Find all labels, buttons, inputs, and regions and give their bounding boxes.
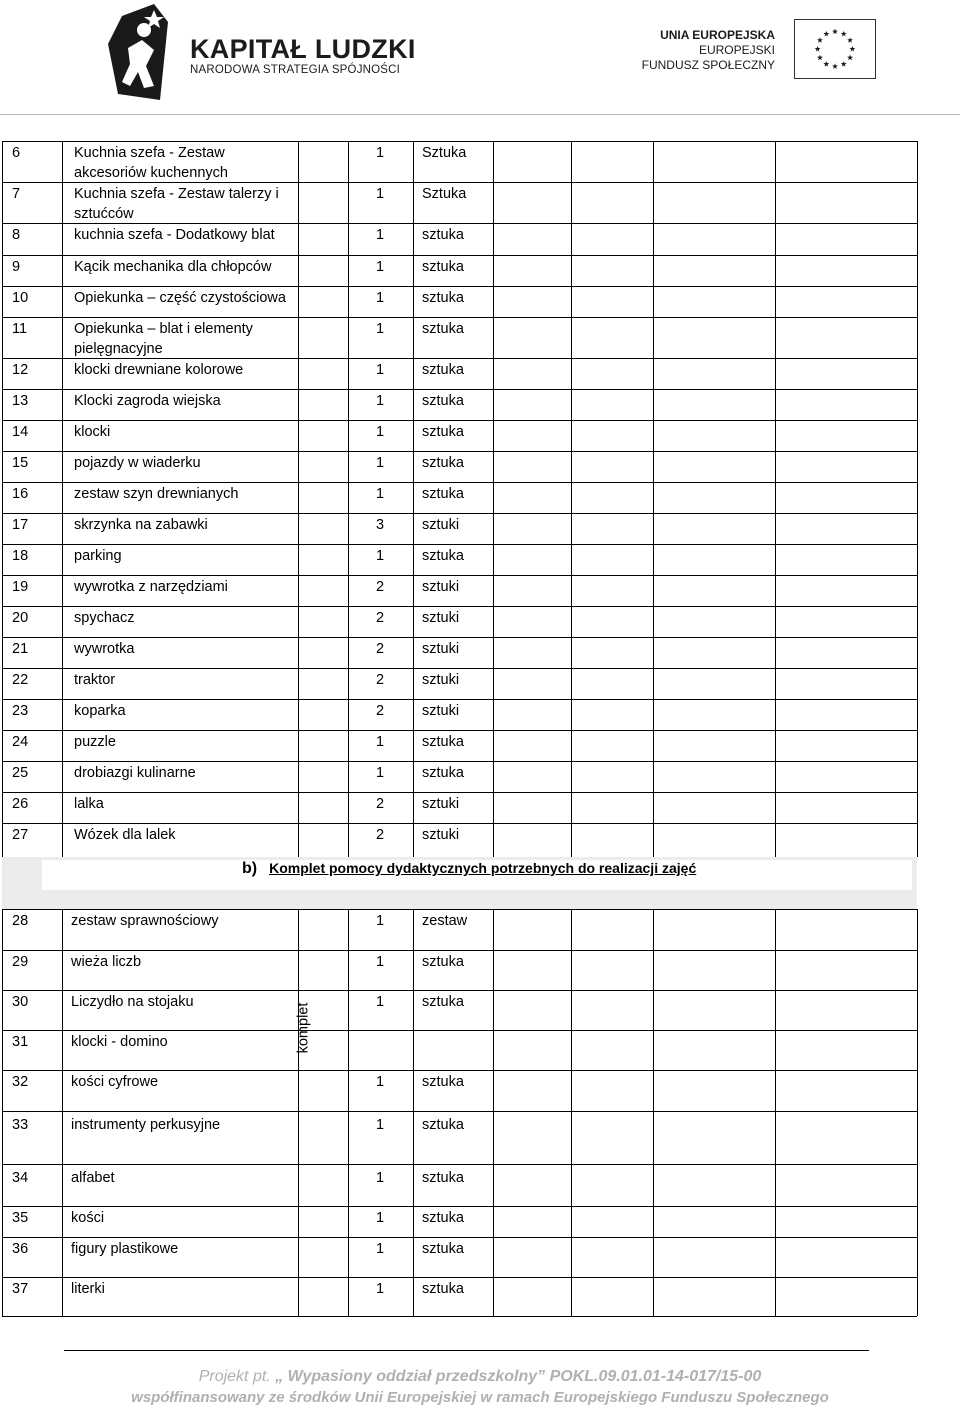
item-unit: sztuka [422, 259, 464, 275]
item-quantity: 2 [376, 672, 385, 688]
item-name: zestaw szyn drewnianych [74, 486, 239, 502]
item-name: drobiazgi kulinarne [74, 765, 196, 781]
item-name: skrzynka na zabawki [74, 517, 208, 533]
item-quantity: 1 [376, 1210, 385, 1226]
row-number: 13 [12, 393, 29, 409]
row-divider [2, 606, 917, 607]
item-unit: sztuki [422, 641, 460, 657]
row-number: 12 [12, 362, 29, 378]
row-divider [2, 482, 917, 483]
row-divider [2, 420, 917, 421]
row-divider [2, 730, 917, 731]
item-quantity: 2 [376, 641, 385, 657]
row-divider [2, 389, 917, 390]
row-divider [2, 451, 917, 452]
row-number: 33 [12, 1117, 29, 1133]
row-divider [2, 575, 917, 576]
item-unit: sztuka [422, 1281, 464, 1297]
item-unit: Sztuka [422, 186, 467, 202]
column-divider [62, 141, 63, 857]
item-name: pojazdy w wiaderku [74, 455, 201, 471]
item-name: Kącik mechanika dla chłopców [74, 259, 272, 275]
footer-divider [64, 1350, 869, 1351]
item-unit: sztuka [422, 734, 464, 750]
item-quantity: 1 [376, 424, 385, 440]
row-divider [2, 141, 917, 142]
row-number: 24 [12, 734, 29, 750]
item-quantity: 1 [376, 994, 385, 1010]
item-name: Wózek dla lalek [74, 827, 176, 843]
item-unit: sztuka [422, 362, 464, 378]
item-quantity: 1 [376, 1117, 385, 1133]
row-divider [2, 1070, 917, 1071]
column-divider [298, 141, 299, 857]
item-name: Kuchnia szefa - Zestaw talerzy i [74, 186, 279, 202]
footer-project-prefix: Projekt pt. [198, 1368, 276, 1385]
column-divider [348, 141, 349, 857]
kapital-ludzki-title: KAPITAŁ LUDZKI [190, 34, 416, 64]
item-name: klocki drewniane kolorowe [74, 362, 244, 378]
row-number: 14 [12, 424, 29, 440]
eu-line-2: EUROPEJSKI [698, 43, 775, 57]
item-quantity: 1 [376, 259, 385, 275]
row-divider [2, 286, 917, 287]
row-number: 19 [12, 579, 29, 595]
item-unit: sztuki [422, 517, 460, 533]
item-quantity: 1 [376, 486, 385, 502]
column-divider [348, 909, 349, 1316]
item-quantity: 1 [376, 548, 385, 564]
komplet-vertical-label [296, 992, 340, 1072]
row-divider [2, 699, 917, 700]
item-unit: sztuka [422, 954, 464, 970]
table-b-bottom-border [2, 1316, 917, 1317]
column-divider [571, 909, 572, 1316]
section-b-label: b) [242, 860, 258, 877]
item-unit: sztuka [422, 765, 464, 781]
item-quantity: 2 [376, 796, 385, 812]
item-quantity: 1 [376, 290, 385, 306]
row-divider [2, 513, 917, 514]
item-quantity: 2 [376, 579, 385, 595]
item-name: spychacz [74, 610, 135, 626]
row-number: 10 [12, 290, 29, 306]
item-quantity: 1 [376, 362, 385, 378]
item-quantity: 1 [376, 1074, 385, 1090]
item-unit: sztuka [422, 1117, 464, 1133]
item-name: pielęgnacyjne [74, 341, 163, 357]
row-divider [2, 668, 917, 669]
row-divider [2, 792, 917, 793]
item-name: lalka [74, 796, 104, 812]
row-divider [2, 1206, 917, 1207]
item-name: wywrotka [74, 641, 135, 657]
item-unit: sztuki [422, 703, 460, 719]
column-divider [2, 909, 3, 1316]
item-unit: sztuka [422, 1170, 464, 1186]
item-name: figury plastikowe [71, 1241, 179, 1257]
row-number: 28 [12, 913, 29, 929]
item-name: wieża liczb [71, 954, 142, 970]
row-number: 17 [12, 517, 29, 533]
column-divider [413, 909, 414, 1316]
item-quantity: 1 [376, 1281, 385, 1297]
item-unit: zestaw [422, 913, 468, 929]
row-number: 7 [12, 186, 21, 202]
row-divider [2, 1030, 917, 1031]
row-divider [2, 544, 917, 545]
item-name: traktor [74, 672, 116, 688]
item-quantity: 1 [376, 145, 385, 161]
item-name: kuchnia szefa - Dodatkowy blat [74, 227, 275, 243]
item-quantity: 2 [376, 827, 385, 843]
item-quantity: 1 [376, 227, 385, 243]
column-divider [493, 909, 494, 1316]
item-quantity: 3 [376, 517, 385, 533]
row-number: 30 [12, 994, 29, 1010]
column-divider [2, 141, 3, 857]
item-unit: sztuka [422, 1074, 464, 1090]
row-number: 34 [12, 1170, 29, 1186]
row-number: 23 [12, 703, 29, 719]
item-name: Opiekunka – blat i elementy [74, 321, 253, 337]
section-b-title: Komplet pomocy dydaktycznych potrzebnych do realizacji zajęć [269, 860, 697, 876]
row-number: 15 [12, 455, 29, 471]
row-number: 27 [12, 827, 29, 843]
item-unit: sztuka [422, 455, 464, 471]
row-number: 25 [12, 765, 29, 781]
item-name: instrumenty perkusyjne [71, 1117, 221, 1133]
eu-line-3: FUNDUSZ SPOŁECZNY [641, 58, 775, 72]
item-unit: sztuka [422, 994, 464, 1010]
item-unit: sztuki [422, 827, 460, 843]
item-quantity: 1 [376, 1170, 385, 1186]
row-number: 22 [12, 672, 29, 688]
item-name: Klocki zagroda wiejska [74, 393, 221, 409]
row-number: 8 [12, 227, 21, 243]
row-divider [2, 317, 917, 318]
footer-funding-line: współfinansowany ze środków Unii Europejskiej w ramach Europejskiego Funduszu Społecznego [131, 1389, 829, 1406]
row-number: 35 [12, 1210, 29, 1226]
row-divider [2, 358, 917, 359]
item-unit: sztuka [422, 1241, 464, 1257]
item-name: kości cyfrowe [71, 1074, 159, 1090]
row-divider [2, 182, 917, 183]
row-divider [2, 255, 917, 256]
row-divider [2, 1277, 917, 1278]
row-divider [2, 223, 917, 224]
row-divider [2, 1111, 917, 1112]
row-number: 36 [12, 1241, 29, 1257]
column-divider [298, 909, 299, 1316]
row-number: 11 [12, 321, 28, 337]
item-unit: sztuki [422, 610, 460, 626]
item-unit: sztuka [422, 424, 464, 440]
row-divider [2, 1237, 917, 1238]
item-quantity: 1 [376, 765, 385, 781]
row-divider [2, 990, 917, 991]
section-b-heading [242, 860, 696, 878]
row-divider [2, 1164, 917, 1165]
item-quantity: 1 [376, 734, 385, 750]
row-divider [2, 909, 917, 910]
column-divider [62, 909, 63, 1316]
item-name: kości [71, 1210, 105, 1226]
item-name: literki [71, 1281, 105, 1297]
item-quantity: 1 [376, 954, 385, 970]
column-divider [571, 141, 572, 857]
footer-project-title: „ Wypasiony oddział przedszkolny” POKL.09.01.01-14-017/15-00 [275, 1368, 762, 1385]
row-number: 9 [12, 259, 21, 275]
item-name: klocki - domino [71, 1034, 168, 1050]
komplet-label-text: komplet [295, 1002, 312, 1054]
row-number: 37 [12, 1281, 29, 1297]
item-name: zestaw sprawnościowy [71, 913, 219, 929]
item-quantity: 2 [376, 703, 385, 719]
item-quantity: 1 [376, 321, 385, 337]
item-unit: sztuka [422, 1210, 464, 1226]
item-unit: sztuki [422, 579, 460, 595]
column-divider [653, 909, 654, 1316]
row-number: 16 [12, 486, 29, 502]
item-quantity: 1 [376, 455, 385, 471]
item-name: Opiekunka – część czystościowa [74, 290, 286, 306]
item-name: parking [74, 548, 122, 564]
item-unit: sztuka [422, 290, 464, 306]
row-divider [2, 950, 917, 951]
item-unit: sztuki [422, 672, 460, 688]
row-number: 26 [12, 796, 29, 812]
item-unit: sztuka [422, 321, 464, 337]
column-divider [775, 141, 776, 857]
item-unit: sztuka [422, 486, 464, 502]
item-name: klocki [74, 424, 111, 440]
column-divider [917, 909, 918, 1316]
column-divider [917, 141, 918, 857]
row-number: 6 [12, 145, 21, 161]
item-quantity: 1 [376, 1241, 385, 1257]
item-name: koparka [74, 703, 126, 719]
item-name: Kuchnia szefa - Zestaw [74, 145, 225, 161]
eu-line-1: UNIA EUROPEJSKA [660, 28, 775, 42]
column-divider [493, 141, 494, 857]
item-name: alfabet [71, 1170, 115, 1186]
row-number: 20 [12, 610, 29, 626]
row-divider [2, 637, 917, 638]
column-divider [653, 141, 654, 857]
kapital-ludzki-subtitle: NARODOWA STRATEGIA SPÓJNOŚCI [190, 64, 401, 76]
item-quantity: 2 [376, 610, 385, 626]
item-unit: sztuka [422, 227, 464, 243]
item-name: wywrotka z narzędziami [74, 579, 228, 595]
row-divider [2, 823, 917, 824]
item-quantity: 1 [376, 913, 385, 929]
item-unit: Sztuka [422, 145, 467, 161]
row-number: 18 [12, 548, 29, 564]
item-name: sztućców [74, 206, 134, 222]
item-name: puzzle [74, 734, 116, 750]
row-number: 31 [12, 1034, 29, 1050]
item-name: Liczydło na stojaku [71, 994, 194, 1010]
item-quantity: 1 [376, 393, 385, 409]
row-divider [2, 761, 917, 762]
item-unit: sztuki [422, 796, 460, 812]
row-number: 29 [12, 954, 29, 970]
item-unit: sztuka [422, 393, 464, 409]
item-unit: sztuka [422, 548, 464, 564]
item-name: akcesoriów kuchennych [74, 165, 228, 181]
column-divider [775, 909, 776, 1316]
footer-project-line [0, 1368, 960, 1386]
row-number: 32 [12, 1074, 29, 1090]
item-quantity: 1 [376, 186, 385, 202]
column-divider [413, 141, 414, 857]
row-number: 21 [12, 641, 29, 657]
